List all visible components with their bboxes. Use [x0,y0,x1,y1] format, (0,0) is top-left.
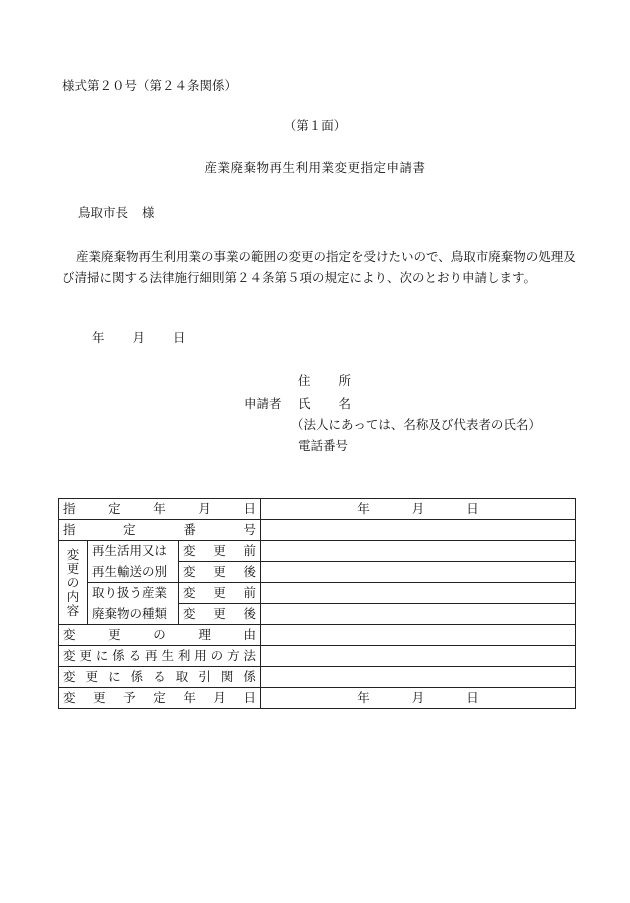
change-reason-label: 変 更 の 理 由 [59,625,261,646]
designation-number-label: 指 定 番 号 [59,520,261,541]
addressee-name: 鳥取市長 [78,205,129,220]
document-title: 産業廃棄物再生利用業変更指定申請書 [204,160,426,175]
change-application-table [58,498,576,709]
addressee [78,205,155,221]
address-label: 住 所 [298,373,352,388]
table-row [59,604,576,625]
table-row [59,541,576,562]
after-change-label: 変 更 後 [179,562,261,583]
industry-waste-label-2: 廃棄物の種類 [88,604,179,625]
industry-waste-label-1: 取り扱う産業 [88,583,179,604]
waste-type-after-field[interactable] [261,604,576,625]
before-change-label: 変 更 前 [179,541,261,562]
designation-number-field[interactable] [261,520,576,541]
date-month: 月 [132,330,146,345]
trade-relation-field[interactable] [261,667,576,688]
table-row [59,667,576,688]
table-row [59,562,576,583]
date-year: 年 [92,330,105,345]
planned-date-label: 変 更 予 定 年 月 日 [59,688,261,709]
recycle-method-field[interactable] [261,646,576,667]
after-change-label: 変 更 後 [179,604,261,625]
change-reason-field[interactable] [261,625,576,646]
table-row [59,625,576,646]
table-row [59,646,576,667]
designation-date-field[interactable]: 年 月 日 [261,499,576,520]
addressee-honorific: 様 [142,205,155,220]
table-row [59,583,576,604]
application-date [92,330,186,346]
recycle-transport-before-field[interactable] [261,541,576,562]
recycle-transport-after-field[interactable] [261,562,576,583]
change-content-label: 変 更 の 内 容 [59,541,88,625]
form-number: 様式第２０号（第２４条関係） [62,78,238,93]
corporation-note: （法人にあっては、名称及び代表者の氏名） [291,417,541,432]
body-paragraph: 産業廃棄物再生利用業の事業の範囲の変更の指定を受けたいので、鳥取市廃棄物の処理及び清掃に関する法律施行細則第２４条第５項の規定により、次のとおり申請します。 [62,249,576,285]
trade-relation-label: 変 更 に 係 る 取 引 関 係 [59,667,261,688]
designation-date-label: 指 定 年 月 日 [59,499,261,520]
planned-date-field[interactable]: 年 月 日 [261,688,576,709]
table-row [59,688,576,709]
page-label: （第１面） [283,118,347,133]
recycle-transport-label-2: 再生輸送の別 [88,562,179,583]
table-row [59,499,576,520]
before-change-label: 変 更 前 [179,583,261,604]
date-day: 日 [173,330,186,345]
recycle-method-label: 変 更 に 係 る 再 生 利 用 の 方 法 [59,646,261,667]
name-label: 氏 名 [298,396,352,411]
waste-type-before-field[interactable] [261,583,576,604]
applicant-label: 申請者 [244,396,282,411]
phone-label: 電話番号 [298,438,349,453]
recycle-transport-label-1: 再生活用又は [88,541,179,562]
table-row [59,520,576,541]
